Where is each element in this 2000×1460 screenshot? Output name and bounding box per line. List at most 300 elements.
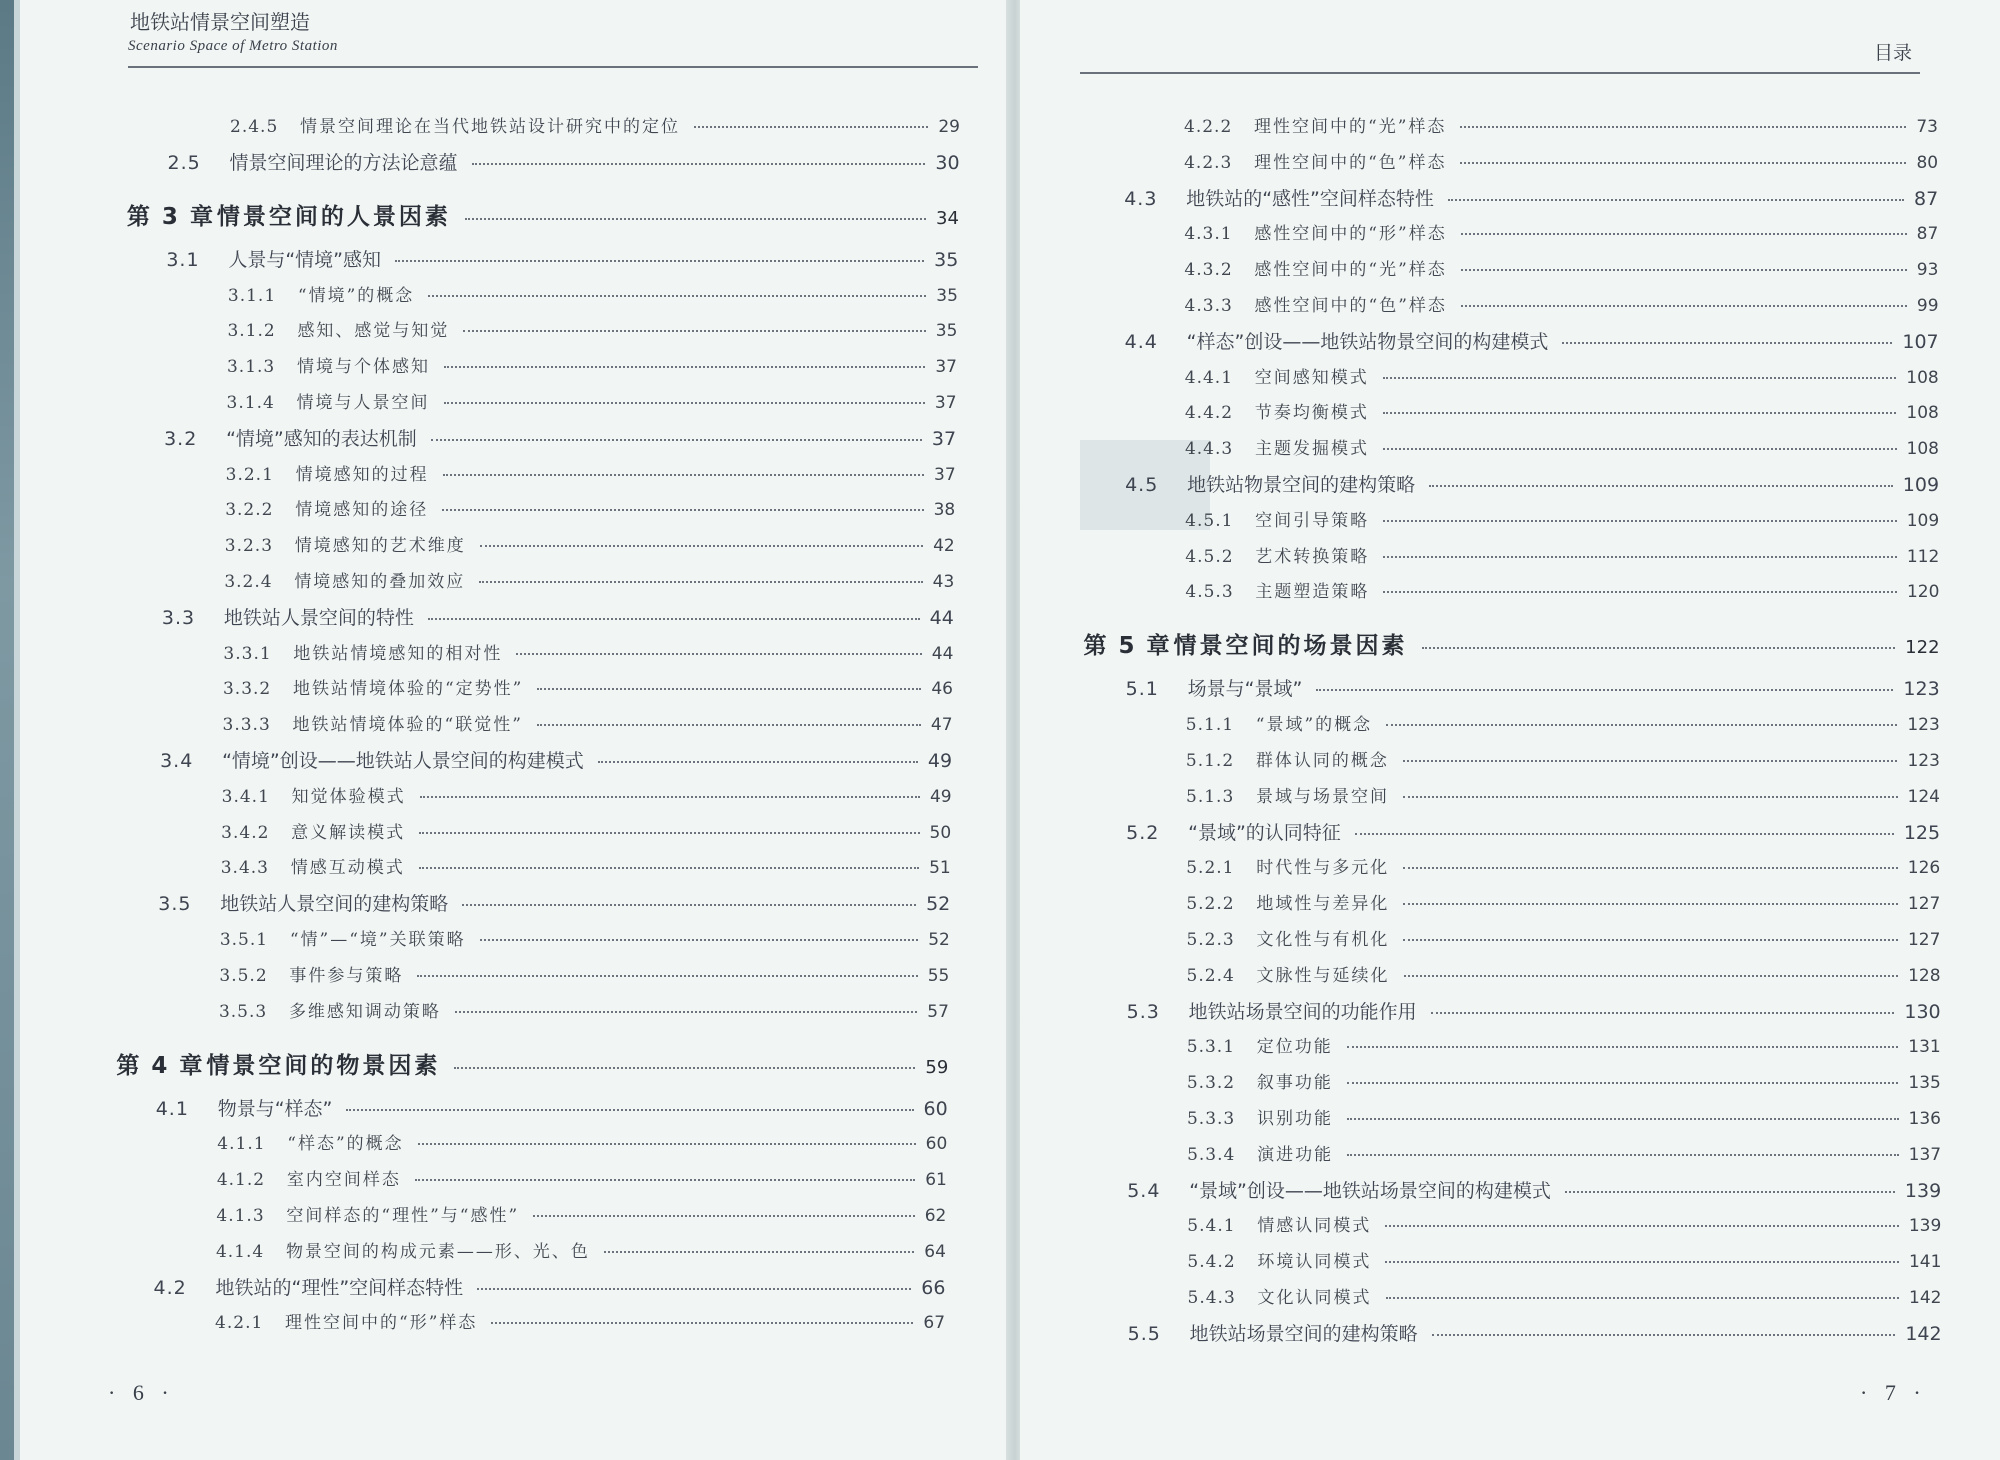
toc-right — [1020, 0, 2000, 1460]
dot-leader — [1383, 448, 1897, 450]
dot-leader — [1386, 1297, 1900, 1299]
toc-entry-title: 情境与人景空间 — [296, 393, 430, 413]
dot-leader — [1347, 1154, 1899, 1156]
toc-subsection-entry — [219, 997, 949, 1022]
toc-subsection-entry — [1186, 925, 1940, 950]
toc-subsection-entry — [224, 567, 954, 592]
dot-leader — [537, 724, 921, 726]
toc-entry-title: 场景与“景域” — [1187, 678, 1303, 701]
toc-entry-title: “景域”创设——地铁站场景空间的构建模式 — [1189, 1179, 1551, 1202]
running-title-english: Scenario Space of Metro Station — [128, 38, 338, 54]
toc-entry-page: 55 — [927, 965, 950, 986]
dot-leader — [465, 218, 926, 220]
toc-entry-number: 4.5 — [1125, 474, 1159, 496]
toc-subsection-entry — [1186, 853, 1940, 878]
toc-entry-number: 2.4.5 — [230, 117, 279, 137]
toc-entry-number: 5.4 — [1127, 1179, 1161, 1202]
toc-subsection-entry — [220, 925, 950, 950]
toc-entry-page: 126 — [1907, 858, 1941, 879]
toc-section-entry — [1128, 1319, 1942, 1346]
dot-leader — [1429, 485, 1893, 487]
section-title: 目录 — [1874, 42, 1913, 64]
dot-leader — [420, 796, 920, 798]
dot-leader — [1383, 591, 1897, 593]
toc-entry-title: 情景空间理论在当代地铁站设计研究中的定位 — [300, 117, 680, 137]
toc-entry-number: 4.5.1 — [1185, 510, 1234, 531]
toc-section-entry — [160, 746, 952, 773]
toc-entry-number: 5.3.1 — [1186, 1037, 1236, 1058]
toc-entry-title: 主题塑造策略 — [1255, 582, 1370, 603]
toc-entry-number: 4.4.2 — [1184, 403, 1234, 424]
toc-entry-number: 5.1 — [1125, 678, 1159, 701]
toc-entry-number: 4.3.1 — [1184, 224, 1233, 245]
toc-left — [20, 0, 1010, 1460]
dot-leader — [1355, 833, 1894, 835]
toc-subsection-entry — [225, 495, 955, 520]
toc-entry-number: 5.2.2 — [1186, 894, 1235, 915]
toc-subsection-entry — [1185, 542, 1939, 567]
toc-entry-page: 30 — [935, 151, 960, 174]
toc-entry-number: 4.3 — [1124, 187, 1158, 210]
toc-subsection-entry — [217, 1129, 947, 1154]
toc-entry-title: 地铁站情境感知的相对性 — [293, 643, 503, 664]
toc-entry-title: 人景与“情境”感知 — [228, 248, 382, 271]
toc-entry-title: 地铁站的“感性”空间样态特性 — [1186, 187, 1434, 210]
toc-entry-number: 3.4 — [160, 750, 194, 772]
toc-entry-number: 4.1.4 — [215, 1241, 265, 1262]
dot-leader — [415, 1179, 915, 1181]
toc-subsection-entry — [1185, 577, 1939, 602]
dot-leader — [472, 163, 926, 165]
toc-entry-title: 情景空间的物景因素 — [206, 1052, 441, 1079]
toc-entry-page: 123 — [1907, 751, 1940, 771]
toc-entry-page: 62 — [924, 1206, 947, 1226]
toc-entry-title: “情境”的概念 — [297, 285, 415, 306]
toc-entry-title: 文化性与有机化 — [1256, 930, 1390, 950]
toc-entry-title: “景域”的概念 — [1255, 715, 1373, 736]
toc-subsection-entry — [225, 531, 955, 556]
toc-entry-title: 多维感知调动策略 — [288, 1001, 441, 1022]
toc-entry-page: 35 — [934, 248, 959, 271]
dot-leader — [533, 1215, 915, 1217]
toc-entry-number: 第 4 章 — [116, 1052, 205, 1079]
toc-subsection-entry — [223, 639, 953, 664]
toc-entry-page: 29 — [938, 117, 960, 137]
toc-entry-number: 2.5 — [167, 151, 201, 174]
toc-entry-title: 事件参与策略 — [289, 965, 404, 986]
toc-entry-page: 49 — [929, 786, 952, 807]
toc-entry-title: 情境与个体感知 — [296, 357, 430, 378]
toc-entry-title: 感性空间中的“色”样态 — [1254, 296, 1447, 316]
toc-subsection-entry — [1186, 889, 1940, 914]
toc-subsection-entry — [1186, 782, 1940, 807]
toc-entry-title: 感性空间中的“形”样态 — [1254, 224, 1447, 245]
toc-section-entry — [1127, 1176, 1941, 1203]
toc-section-entry — [168, 148, 960, 175]
toc-entry-title: 演进功能 — [1257, 1144, 1334, 1165]
toc-section-entry — [1126, 674, 1940, 701]
dot-leader — [1403, 796, 1898, 798]
toc-entry-page: 127 — [1907, 930, 1941, 950]
toc-subsection-entry — [1187, 1032, 1941, 1057]
toc-subsection-entry — [1187, 1068, 1941, 1093]
dot-leader — [480, 939, 919, 941]
toc-subsection-entry — [215, 1308, 945, 1333]
toc-entry-title: 识别功能 — [1256, 1109, 1333, 1129]
dot-leader — [431, 439, 922, 441]
toc-entry-number: 4.1.2 — [216, 1170, 266, 1191]
toc-entry-number: 5.3.4 — [1187, 1144, 1236, 1165]
toc-entry-title: 理性空间中的“形”样态 — [285, 1313, 478, 1334]
toc-entry-page: 47 — [930, 715, 953, 736]
toc-section-entry — [1125, 470, 1939, 497]
toc-entry-title: 地铁站场景空间的功能作用 — [1188, 1000, 1417, 1023]
dot-leader — [516, 653, 921, 655]
toc-entry-page: 37 — [934, 393, 957, 413]
toc-entry-title: 环境认同模式 — [1257, 1252, 1372, 1273]
toc-subsection-entry — [1184, 255, 1938, 280]
toc-entry-title: 知觉体验模式 — [291, 786, 406, 807]
toc-entry-number: 3.5.1 — [219, 930, 269, 950]
dot-leader — [694, 126, 928, 128]
dot-leader — [1562, 342, 1892, 344]
toc-section-entry — [1125, 327, 1939, 354]
toc-entry-page: 35 — [936, 285, 958, 306]
toc-section-entry — [164, 424, 956, 451]
dot-leader — [1383, 377, 1897, 379]
toc-entry-title: 地铁站的“理性”空间样态特性 — [215, 1276, 464, 1299]
toc-entry-number: 5.3.2 — [1186, 1073, 1236, 1094]
dot-leader — [1385, 1225, 1899, 1227]
dot-leader — [480, 545, 923, 547]
toc-entry-number: 3.1.4 — [226, 393, 275, 413]
toc-entry-number: 4.2.3 — [1184, 152, 1233, 173]
toc-entry-title: 情感互动模式 — [290, 858, 405, 879]
toc-entry-number: 第 5 章 — [1083, 633, 1172, 660]
toc-entry-page: 42 — [933, 536, 955, 557]
toc-entry-number: 3.1.1 — [227, 285, 277, 306]
dot-leader — [419, 832, 919, 834]
toc-entry-number: 3.2.4 — [224, 572, 273, 592]
toc-entry-page: 128 — [1908, 965, 1941, 986]
toc-section-entry — [166, 245, 958, 272]
toc-entry-title: 地铁站情境体验的“联觉性” — [292, 715, 523, 736]
toc-entry-title: “情境”感知的表达机制 — [226, 427, 417, 450]
toc-entry-page: 87 — [1916, 224, 1939, 245]
toc-entry-title: 时代性与多元化 — [1256, 858, 1390, 879]
toc-entry-page: 142 — [1909, 1288, 1942, 1308]
toc-entry-title: 地铁站场景空间的建构策略 — [1189, 1322, 1418, 1345]
toc-entry-number: 4.5.2 — [1185, 546, 1234, 567]
dot-leader — [604, 1251, 914, 1253]
toc-subsection-entry — [216, 1201, 946, 1226]
toc-subsection-entry — [1184, 219, 1938, 244]
dot-leader — [1316, 689, 1893, 691]
toc-entry-number: 5.1.2 — [1185, 751, 1235, 771]
toc-entry-page: 46 — [931, 679, 953, 700]
dot-leader — [1403, 760, 1898, 762]
toc-entry-title: 空间感知模式 — [1254, 367, 1369, 388]
dot-leader — [1461, 305, 1907, 307]
toc-subsection-entry — [1184, 148, 1938, 173]
dot-leader — [1347, 1082, 1899, 1084]
dot-leader — [1403, 903, 1898, 905]
toc-entry-page: 122 — [1905, 637, 1940, 659]
toc-entry-title: 空间引导策略 — [1255, 510, 1370, 531]
toc-entry-title: 情境感知的过程 — [295, 464, 429, 485]
toc-entry-title: 定位功能 — [1256, 1037, 1333, 1058]
toc-entry-page: 108 — [1906, 439, 1939, 460]
toc-entry-page: 108 — [1906, 367, 1939, 388]
toc-entry-number: 3.5.2 — [219, 965, 268, 986]
dot-leader — [444, 402, 925, 404]
toc-entry-title: “情境”创设——地铁站人景空间的构建模式 — [222, 750, 584, 772]
dot-leader — [1403, 939, 1898, 941]
toc-entry-number: 3.4.2 — [221, 822, 270, 843]
toc-entry-page: 142 — [1905, 1322, 1942, 1345]
dot-leader — [1460, 162, 1906, 164]
toc-entry-number: 4.2 — [153, 1276, 187, 1299]
toc-section-entry — [156, 1094, 948, 1121]
toc-entry-page: 123 — [1903, 678, 1940, 701]
toc-entry-number: 3.2.2 — [225, 500, 274, 521]
dot-leader — [443, 474, 924, 476]
toc-entry-page: 49 — [927, 750, 953, 772]
toc-entry-title: 情景空间理论的方法论意蕴 — [229, 151, 458, 174]
toc-entry-title: 物景空间的构成元素——形、光、色 — [285, 1241, 590, 1262]
dot-leader — [1431, 1012, 1895, 1014]
toc-entry-page: 130 — [1904, 1000, 1941, 1023]
dot-leader — [442, 509, 923, 511]
dot-leader — [1386, 724, 1897, 726]
toc-subsection-entry — [221, 818, 951, 843]
toc-entry-number: 3.5.3 — [218, 1001, 268, 1022]
toc-subsection-entry — [219, 961, 949, 986]
dot-leader — [428, 618, 920, 620]
toc-entry-number: 3.2.1 — [225, 464, 274, 485]
toc-entry-title: 文化认同模式 — [1257, 1288, 1372, 1308]
toc-entry-page: 59 — [925, 1056, 949, 1078]
toc-entry-page: 51 — [929, 858, 951, 879]
dot-leader — [479, 581, 922, 583]
toc-entry-number: 4.5.3 — [1185, 582, 1234, 603]
toc-entry-number: 5.2 — [1126, 821, 1160, 844]
toc-chapter-entry — [1084, 627, 1940, 660]
toc-entry-number: 4.3.2 — [1184, 260, 1233, 281]
dot-leader — [418, 1143, 916, 1145]
left-page — [20, 0, 1010, 1460]
toc-entry-number: 4.4 — [1124, 330, 1158, 353]
toc-entry-page: 139 — [1904, 1179, 1942, 1202]
toc-subsection-entry — [227, 352, 957, 377]
toc-entry-number: 3.3.2 — [222, 679, 272, 700]
toc-entry-title: 地铁站情境体验的“定势性” — [292, 679, 524, 700]
toc-entry-page: 67 — [923, 1313, 946, 1334]
toc-entry-title: 理性空间中的“色”样态 — [1254, 152, 1447, 173]
toc-entry-page: 137 — [1908, 1144, 1942, 1165]
dot-leader — [1347, 1118, 1899, 1120]
dot-leader — [444, 366, 925, 368]
toc-subsection-entry — [228, 281, 958, 306]
toc-subsection-entry — [1188, 1283, 1942, 1308]
toc-entry-title: 地域性与差异化 — [1256, 894, 1390, 915]
dot-leader — [419, 867, 919, 869]
toc-entry-page: 64 — [924, 1241, 946, 1262]
dot-leader — [1383, 520, 1897, 522]
toc-subsection-entry — [222, 782, 952, 807]
toc-entry-page: 80 — [1916, 152, 1939, 173]
dot-leader — [1432, 1334, 1896, 1336]
toc-entry-title: 情景空间的场景因素 — [1173, 633, 1408, 660]
dot-leader — [1422, 647, 1896, 649]
toc-entry-title: 叙事功能 — [1256, 1073, 1333, 1094]
dot-leader — [462, 904, 916, 906]
toc-entry-page: 50 — [929, 822, 952, 843]
toc-subsection-entry — [223, 710, 953, 735]
toc-subsection-entry — [1185, 363, 1939, 388]
toc-subsection-entry — [227, 316, 957, 341]
toc-entry-title: 意义解读模式 — [291, 822, 406, 843]
toc-entry-title: 地铁站人景空间的建构策略 — [220, 893, 449, 916]
page-number-right: · 7 · — [1860, 1380, 1927, 1405]
toc-entry-page: 127 — [1907, 894, 1941, 915]
toc-section-entry — [153, 1273, 945, 1300]
toc-entry-title: 理性空间中的“光”样态 — [1254, 117, 1447, 137]
dot-leader — [477, 1288, 911, 1290]
toc-entry-number: 5.3 — [1126, 1000, 1160, 1023]
toc-entry-title: 情感认同模式 — [1257, 1216, 1372, 1237]
toc-subsection-entry — [1187, 1211, 1941, 1236]
toc-entry-page: 109 — [1906, 510, 1940, 531]
book-edge — [0, 0, 14, 1460]
toc-subsection-entry — [1187, 1140, 1941, 1165]
toc-entry-number: 5.3.3 — [1186, 1109, 1236, 1129]
toc-entry-title: 地铁站物景空间的建构策略 — [1187, 474, 1416, 496]
toc-entry-number: 5.5 — [1127, 1322, 1161, 1345]
toc-chapter-entry — [116, 1047, 948, 1080]
toc-section-entry — [1124, 184, 1938, 211]
dot-leader — [1448, 199, 1904, 201]
toc-entry-number: 3.3 — [161, 606, 196, 629]
toc-entry-number: 5.1.1 — [1185, 715, 1235, 736]
toc-entry-number: 3.4.3 — [220, 858, 269, 879]
dot-leader — [1404, 975, 1899, 977]
toc-entry-page: 120 — [1906, 582, 1940, 603]
toc-section-entry — [158, 889, 950, 916]
toc-entry-page: 109 — [1902, 474, 1940, 496]
toc-entry-number: 3.4.1 — [221, 786, 270, 807]
toc-subsection-entry — [226, 460, 956, 485]
dot-leader — [463, 330, 925, 332]
dot-leader — [598, 761, 918, 763]
toc-chapter-entry — [127, 198, 959, 231]
toc-entry-page: 37 — [931, 427, 957, 450]
toc-entry-number: 4.4.1 — [1184, 367, 1234, 388]
toc-entry-title: 艺术转换策略 — [1255, 546, 1370, 567]
toc-entry-number: 3.2.3 — [224, 536, 274, 557]
dot-leader — [395, 260, 924, 262]
toc-subsection-entry — [227, 388, 957, 413]
toc-entry-number: 4.2.2 — [1184, 117, 1233, 137]
toc-entry-page: 112 — [1906, 546, 1940, 567]
toc-entry-page: 124 — [1907, 786, 1940, 807]
toc-entry-page: 139 — [1908, 1216, 1942, 1237]
toc-entry-page: 44 — [929, 606, 954, 629]
toc-subsection-entry — [1185, 434, 1939, 459]
toc-entry-number: 5.4.3 — [1187, 1288, 1236, 1308]
toc-entry-page: 125 — [1903, 821, 1941, 844]
toc-entry-page: 141 — [1908, 1252, 1942, 1273]
dot-leader — [491, 1322, 913, 1324]
dot-leader — [455, 1011, 917, 1013]
toc-subsection-entry — [221, 853, 951, 878]
toc-entry-title: “样态”的概念 — [287, 1134, 404, 1155]
toc-entry-page: 66 — [921, 1276, 946, 1299]
dot-leader — [1403, 867, 1898, 869]
toc-entry-page: 52 — [926, 893, 951, 916]
toc-entry-number: 3.1.3 — [226, 357, 276, 378]
right-page — [1020, 0, 2000, 1460]
toc-entry-page: 34 — [936, 207, 959, 229]
toc-entry-page: 99 — [1916, 296, 1939, 316]
toc-entry-number: 5.2.3 — [1186, 930, 1235, 950]
toc-entry-page: 57 — [927, 1001, 949, 1022]
toc-subsection-entry — [223, 674, 953, 699]
toc-entry-page: 93 — [1916, 260, 1939, 281]
toc-entry-title: 文脉性与延续化 — [1256, 965, 1390, 986]
dot-leader — [1347, 1046, 1899, 1048]
toc-entry-number: 3.2 — [164, 427, 198, 450]
dot-leader — [1460, 126, 1906, 128]
toc-entry-page: 123 — [1907, 715, 1940, 736]
toc-entry-title: 节奏均衡模式 — [1254, 403, 1369, 424]
toc-entry-number: 4.2.1 — [215, 1313, 264, 1334]
dot-leader — [1383, 556, 1897, 558]
toc-entry-title: “情”—“境”关联策略 — [289, 930, 466, 950]
toc-entry-page: 37 — [934, 464, 956, 485]
page-number-left: · 6 · — [108, 1380, 175, 1405]
toc-entry-number: 第 3 章 — [126, 203, 215, 230]
toc-entry-title: 主题发掘模式 — [1254, 439, 1369, 460]
toc-subsection-entry — [1184, 112, 1938, 137]
dot-leader — [1565, 1191, 1895, 1193]
toc-entry-title: “样态”创设——地铁站物景空间的构建模式 — [1186, 330, 1549, 353]
toc-subsection-entry — [1186, 746, 1940, 771]
toc-entry-number: 3.3.3 — [222, 715, 271, 736]
toc-entry-title: 情境感知的叠加效应 — [294, 572, 466, 592]
toc-entry-page: 61 — [925, 1170, 947, 1191]
dot-leader — [346, 1109, 913, 1111]
toc-entry-number: 3.1.2 — [227, 321, 276, 342]
toc-subsection-entry — [1185, 398, 1939, 423]
toc-entry-number: 3.5 — [158, 893, 192, 916]
toc-entry-page: 131 — [1908, 1037, 1941, 1058]
toc-entry-page: 107 — [1902, 330, 1939, 353]
toc-entry-title: 群体认同的概念 — [1255, 751, 1389, 771]
toc-entry-title: “景域”的认同特征 — [1188, 821, 1341, 844]
dot-leader — [1385, 1261, 1899, 1263]
toc-subsection-entry — [1185, 291, 1939, 316]
toc-subsection-entry — [1187, 1104, 1941, 1129]
toc-subsection-entry — [1187, 1247, 1941, 1272]
toc-entry-page: 60 — [925, 1134, 948, 1155]
toc-entry-title: 物景与“样态” — [217, 1097, 333, 1120]
toc-entry-page: 73 — [1916, 117, 1938, 137]
toc-entry-page: 52 — [928, 930, 950, 950]
toc-entry-number: 4.4.3 — [1184, 439, 1234, 460]
toc-entry-page: 135 — [1908, 1073, 1941, 1094]
toc-subsection-entry — [1186, 710, 1940, 735]
